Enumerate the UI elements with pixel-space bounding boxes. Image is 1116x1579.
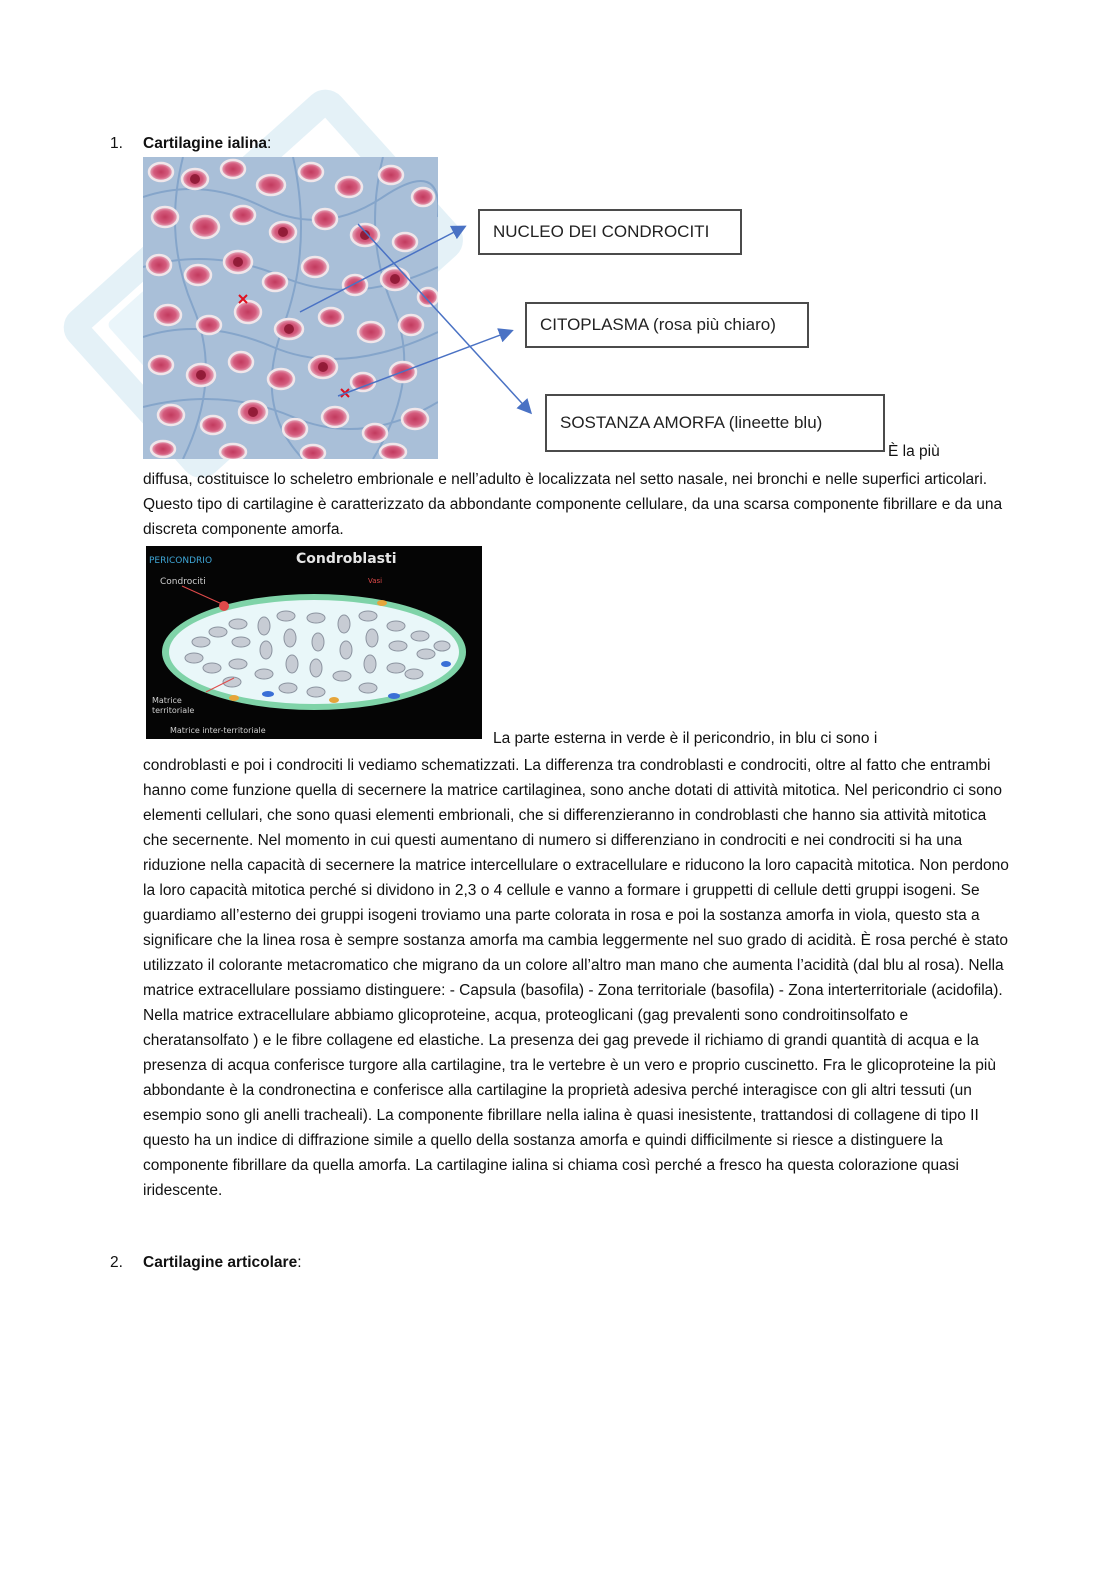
label-perichondrium: PERICONDRIO: [149, 556, 213, 566]
section-title-2: Cartilagine articolare: [143, 1254, 298, 1271]
list-number-2: 2.: [110, 1254, 123, 1271]
label-interterritorial-matrix: Matrice inter-territoriale: [170, 726, 266, 735]
cartilage-diagram: [146, 546, 482, 739]
heading-colon-1: :: [267, 135, 272, 152]
label-cytoplasm: CITOPLASMA (rosa più chiaro): [525, 302, 809, 348]
label-territorial-matrix: Matrice territoriale: [152, 696, 195, 715]
section-heading-1: [143, 135, 271, 153]
paragraph-1: diffusa, costituisce lo scheletro embrionale e nell’adulto è localizzata nel setto nasale, nei bronchi e nelle superfici articolari. Questo tipo di cartilagine è caratterizzato da abbondante componente cellulare, da una scarsa componente fibrillare e da una discreta componente amorfa.: [143, 471, 1003, 538]
paragraph-1-start: È la più: [888, 443, 940, 460]
histology-micrograph: [143, 157, 438, 459]
label-nucleus: NUCLEO DEI CONDROCITI: [478, 209, 742, 255]
list-number-1: 1.: [110, 135, 123, 152]
label-chondroblasts: Condroblasti: [296, 551, 397, 567]
section-heading-2: [143, 1254, 302, 1272]
label-chondrocytes: Condrociti: [160, 577, 206, 587]
section-title-1: Cartilagine ialina: [143, 135, 268, 152]
paragraph-2: condroblasti e poi i condrociti li vediamo schematizzati. La differenza tra condroblasti e condrociti, oltre al fatto che entrambi hanno come funzione quella di secernere la matrice cartilaginea, sono anche dotati di attività mitotica. Nel pericondrio ci sono elementi cellulari, che sono quasi elementi embrionali, che si differenzieranno in condroblasti che hanno sia attività mitotica che secernente. Nel momento in cui questi aumentano di numero si differenziano in condrociti e nei condrociti si ha una riduzione nella capacità di secernere la matrice intercellulare o extracellulare e riducono la loro capacità mitotica. Non perdono la loro capacità mitotica perché si dividono in 2,3 o 4 cellule e vanno a formare i gruppetti di cellule detti gruppi isogeni. Se guardiamo all’esterno dei gruppi isogeni troviamo una parte colorata in rosa e poi la sostanza amorfa in viola, questo sta a significare che la linea rosa è sempre sostanza amorfa ma cambia leggermente nel suo grado di acidità. È rosa perché è stato utilizzato il colorante metacromatico che migrano da un colore all’altro man mano che aumenta l’acidità (dal blu al rosa). Nella matrice extracellulare possiamo distinguere: - Capsula (basofila) - Zona territoriale (basofila) - Zona interterritoriale (acidofila). Nella matrice extracellulare abbiamo glicoproteine, acqua, proteoglicani (gag prevalenti sono condroitinsolfato e cheratansolfato ) e le fibre collagene ed elastiche. La presenza dei gag prevede il richiamo di grandi quantità di acqua e la presenza di acqua conferisce turgore alla cartilagine, tra le vertebre è un vero e proprio cuscinetto. Fra le glicoproteine la più abbondante è la condronectina e conferisce alla cartilagine la proprietà adesiva perché interagisce con gli altri tessuti (un esempio sono gli anelli tracheali). La componente fibrillare nella ialina è quasi inesistente, trattandosi di collagene di tipo II questo ha un indice di diffrazione simile a quello della sostanza amorfa e quindi difficilmente si riesce a distinguere la componente fibrillare da quella amorfa. La cartilagine ialina si chiama così perché a fresco ha questa colorazione quasi iridescente.: [143, 757, 1009, 1199]
label-vessels: Vasi: [368, 577, 383, 585]
histology-image: [143, 157, 438, 459]
paragraph-2-start: La parte esterna in verde è il pericondrio, in blu ci sono i: [493, 730, 878, 747]
heading-colon-2: :: [297, 1254, 302, 1271]
label-matrix: SOSTANZA AMORFA (lineette blu): [545, 394, 885, 452]
